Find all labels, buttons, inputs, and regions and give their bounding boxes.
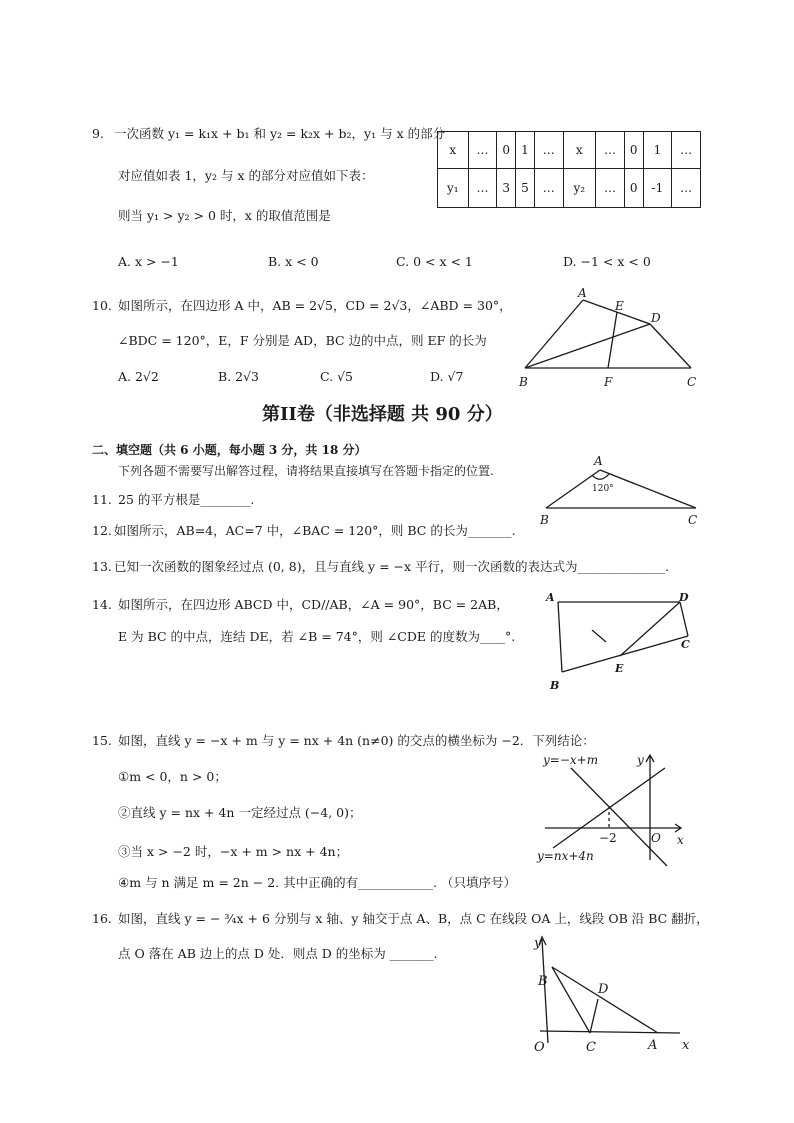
q16-graph-figure bbox=[530, 925, 700, 1060]
table-cell: … bbox=[468, 132, 497, 169]
label-A: A bbox=[594, 454, 603, 468]
label-C: C bbox=[586, 1040, 596, 1055]
q10-stem-line2: ∠BDC = 120°，E，F 分别是 AD，BC 边的中点，则 EF 的长为 bbox=[118, 333, 487, 348]
table-cell: x bbox=[563, 132, 596, 169]
table-cell: -1 bbox=[643, 169, 672, 208]
q13-text: 已知一次函数的图象经过点 (0, 8)，且与直线 y = −x 平行，则一次函数的表达式为______________. bbox=[114, 559, 670, 574]
q16-stem-line1: 如图，直线 y = − ¾x + 6 分别与 x 轴、y 轴交于点 A、B，点 C 在线段 OA 上，线段 OB 沿 BC 翻折， bbox=[118, 911, 709, 926]
part-instruction: 下列各题不需要写出解答过程，请将结果直接填写在答题卡指定的位置. bbox=[118, 464, 494, 478]
q9-option-c: C. 0 < x < 1 bbox=[396, 254, 473, 269]
table-cell: … bbox=[534, 169, 563, 208]
label-D: D bbox=[679, 591, 689, 604]
q15-number: 15. bbox=[92, 733, 112, 748]
q9-stem-line2: 对应值如表 1，y₂ 与 x 的部分对应值如下表： bbox=[118, 168, 374, 183]
label-D: D bbox=[651, 311, 661, 325]
label-B: B bbox=[550, 679, 560, 692]
origin-label: O bbox=[651, 831, 661, 845]
table-cell: 0 bbox=[624, 132, 643, 169]
q12-text: 如图所示，AB=4，AC=7 中，∠BAC = 120°，则 BC 的长为_______. bbox=[114, 523, 516, 538]
table-cell: … bbox=[534, 132, 563, 169]
q12-triangle-figure bbox=[538, 450, 708, 530]
angle-label: 120° bbox=[592, 484, 614, 494]
q16-stem-line2: 点 O 落在 AB 边上的点 D 处．则点 D 的坐标为 _______. bbox=[118, 946, 438, 961]
table-cell: 0 bbox=[497, 132, 516, 169]
label-E: E bbox=[615, 299, 624, 313]
label-C: C bbox=[681, 638, 690, 651]
y-axis-label: y bbox=[637, 753, 644, 767]
q10-quadrilateral-figure bbox=[515, 286, 705, 392]
q13-number: 13. bbox=[92, 559, 112, 574]
q15-stem: 如图，直线 y = −x + m 与 y = nx + 4n (n≠0) 的交点的横坐标为 −2．下列结论： bbox=[118, 733, 595, 748]
q10-option-a: A. 2√2 bbox=[118, 369, 159, 384]
q10-number: 10. bbox=[92, 298, 112, 313]
q15-graph-figure bbox=[535, 748, 695, 868]
q15-item-1: ①m < 0，n > 0； bbox=[118, 769, 227, 784]
table-cell: y₂ bbox=[563, 169, 596, 208]
table-cell: y₁ bbox=[438, 169, 469, 208]
q9-option-b: B. x < 0 bbox=[268, 254, 319, 269]
table-cell: x bbox=[438, 132, 469, 169]
label-C: C bbox=[688, 513, 698, 527]
q15-item-3: ③当 x > −2 时，−x + m > nx + 4n； bbox=[118, 844, 349, 859]
q9-number: 9. bbox=[92, 126, 104, 141]
tick-label: −2 bbox=[599, 831, 617, 845]
part-heading: 二、填空题（共 6 小题，每小题 3 分，共 18 分） bbox=[92, 443, 367, 457]
q10-option-d: D. √7 bbox=[430, 369, 464, 384]
y-axis-label: y bbox=[534, 936, 542, 951]
label-B: B bbox=[538, 974, 548, 989]
table-cell: … bbox=[468, 169, 497, 208]
table-cell: … bbox=[672, 169, 701, 208]
label-A: A bbox=[648, 1038, 658, 1053]
q16-number: 16. bbox=[92, 911, 112, 926]
table-cell: 1 bbox=[643, 132, 672, 169]
q9-value-table bbox=[437, 131, 701, 208]
table-cell: 0 bbox=[624, 169, 643, 208]
table-cell: 5 bbox=[516, 169, 535, 208]
q15-item-2: ②直线 y = nx + 4n 一定经过点 (−4, 0)； bbox=[118, 805, 362, 820]
q10-option-c: C. √5 bbox=[320, 369, 353, 384]
label-F: F bbox=[604, 375, 613, 389]
table-cell: … bbox=[596, 132, 625, 169]
label-C: C bbox=[687, 375, 697, 389]
q12-number: 12. bbox=[92, 523, 112, 538]
q14-stem-line1: 如图所示，在四边形 ABCD 中，CD//AB，∠A = 90°，BC = 2AB， bbox=[118, 597, 509, 612]
label-O: O bbox=[534, 1040, 545, 1055]
line1-label: y=−x+m bbox=[543, 753, 599, 767]
q11-number: 11. bbox=[92, 492, 112, 507]
section-ii-title: 第II卷（非选择题 共 90 分） bbox=[262, 404, 503, 425]
q14-number: 14. bbox=[92, 597, 112, 612]
x-axis-label: x bbox=[677, 833, 684, 847]
q10-stem-line1: 如图所示，在四边形 A 中，AB = 2√5，CD = 2√3，∠ABD = 30°， bbox=[118, 298, 512, 313]
q9-option-d: D. −1 < x < 0 bbox=[563, 254, 651, 269]
q10-option-b: B. 2√3 bbox=[218, 369, 260, 384]
table-cell: … bbox=[596, 169, 625, 208]
label-A: A bbox=[546, 591, 555, 604]
label-B: B bbox=[519, 375, 528, 389]
table-cell: 3 bbox=[497, 169, 516, 208]
q14-stem-line2: E 为 BC 的中点，连结 DE，若 ∠B = 74°，则 ∠CDE 的度数为____°. bbox=[118, 629, 516, 644]
x-axis-label: x bbox=[682, 1038, 690, 1053]
q14-quadrilateral-figure bbox=[540, 586, 705, 694]
label-B: B bbox=[540, 513, 549, 527]
label-E: E bbox=[615, 662, 624, 675]
label-A: A bbox=[578, 286, 587, 300]
label-D: D bbox=[598, 982, 609, 997]
q11-text: 25 的平方根是________. bbox=[118, 492, 255, 507]
q9-option-a: A. x > −1 bbox=[118, 254, 179, 269]
table-cell: 1 bbox=[516, 132, 535, 169]
q9-stem-line1: 一次函数 y₁ = k₁x + b₁ 和 y₂ = k₂x + b₂，y₁ 与 x 的部分 bbox=[114, 126, 446, 141]
table-cell: … bbox=[672, 132, 701, 169]
q9-stem-line3: 则当 y₁ > y₂ > 0 时，x 的取值范围是 bbox=[118, 208, 331, 223]
line2-label: y=nx+4n bbox=[537, 849, 594, 863]
q15-item-4: ④m 与 n 满足 m = 2n − 2. 其中正确的有____________. （只填序号） bbox=[118, 875, 517, 890]
